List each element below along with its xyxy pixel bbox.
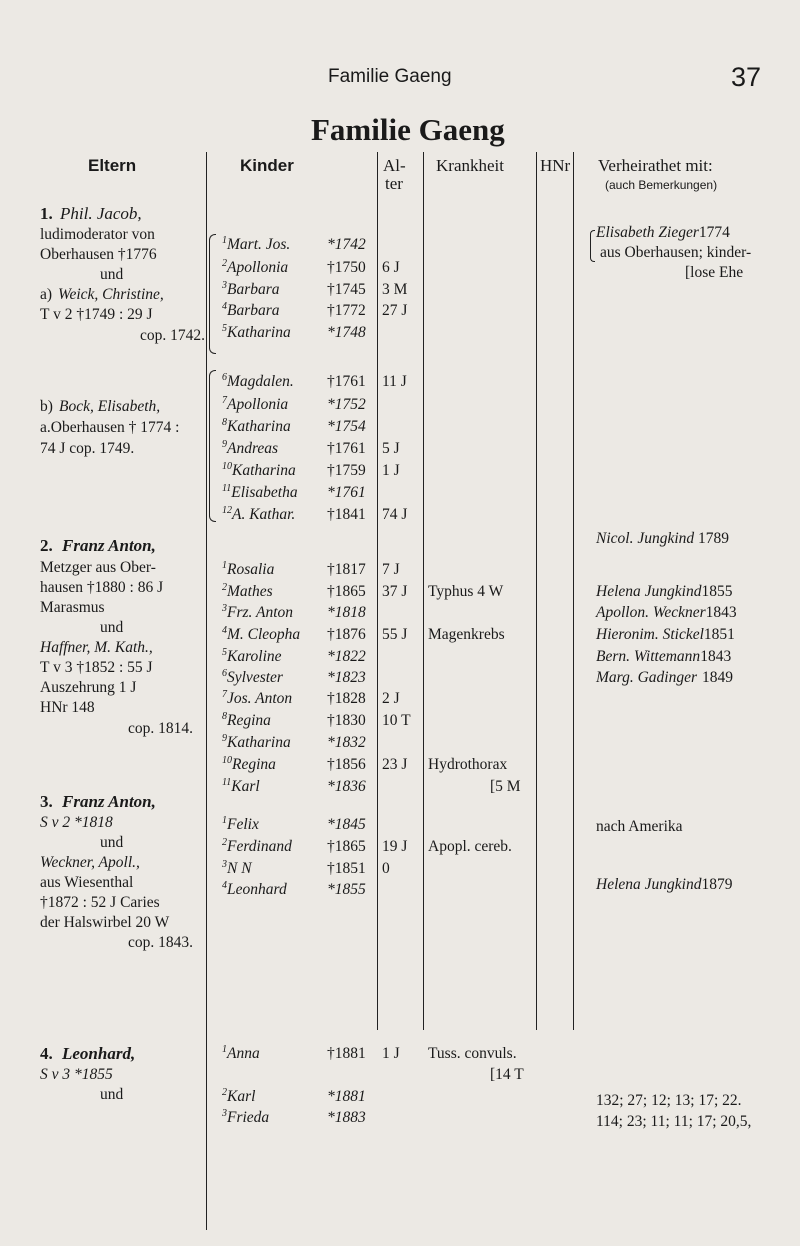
family-3-mother: Weckner, Apoll., <box>40 854 140 871</box>
header-alter-2: ter <box>385 174 403 193</box>
child-date: †1856 <box>327 756 366 773</box>
marriage-2-year: 1789 <box>698 530 730 547</box>
child-date: †1759 <box>327 462 366 479</box>
child-date: †1817 <box>327 561 366 578</box>
child-number: 1 <box>222 814 227 826</box>
child-age: 1 J <box>382 462 400 479</box>
child-date: *1836 <box>327 778 366 795</box>
child-name-text: Magdalen. <box>227 373 294 390</box>
child-name <box>222 396 288 414</box>
spouse-name: Marg. Gadinger <box>596 669 698 686</box>
family-1-und: und <box>100 266 124 283</box>
child-number: 9 <box>222 732 227 744</box>
child-name <box>222 418 291 436</box>
marriage-1-spouse: Elisabeth Zieger <box>596 224 699 241</box>
child-age: 10 T <box>382 712 411 729</box>
child-date: *1832 <box>327 734 366 751</box>
child-name <box>222 756 276 774</box>
child-name-text: Felix <box>227 816 259 833</box>
child-name-text: A. Kathar. <box>232 506 296 523</box>
child-age: 27 J <box>382 302 408 319</box>
header-eltern: Eltern <box>88 156 137 175</box>
child-age: 5 J <box>382 440 400 457</box>
child-name-text: Frieda <box>227 1109 270 1126</box>
rule-eltern-kinder <box>206 152 207 1230</box>
child-date: *1748 <box>327 324 366 341</box>
child-illness: [5 M <box>490 778 521 795</box>
marriage-4: nach Amerika <box>596 818 683 835</box>
marriage-1-note: [lose Ehe <box>685 264 744 281</box>
child-name <box>222 1109 269 1127</box>
header-kinder: Kinder <box>240 156 294 175</box>
marriage-2 <box>596 530 729 548</box>
child-name <box>222 462 296 480</box>
child-number: 2 <box>222 1086 227 1098</box>
child-number: 10 <box>222 460 232 472</box>
family-1-b-label: b) <box>40 398 53 415</box>
child-date: *1881 <box>327 1088 366 1105</box>
child-date: †1745 <box>327 281 366 298</box>
family-3-mother-origin: aus Wiesenthal <box>40 874 134 891</box>
family-3-mother-death: †1872 : 52 J Caries <box>40 894 160 911</box>
child-age: 23 J <box>382 756 408 773</box>
child-number: 7 <box>222 688 227 700</box>
family-3-und: und <box>100 834 124 851</box>
child-name-text: Barbara <box>227 281 280 298</box>
child-illness: [14 T <box>490 1066 524 1083</box>
family-1-mother-b: Bock, Elisabeth, <box>59 398 161 415</box>
child-name <box>222 669 283 687</box>
child-name-text: Karl <box>231 778 260 795</box>
child-name <box>222 734 291 752</box>
child-name-text: N N <box>227 860 252 877</box>
family-4-birth: S v 3 *1855 <box>40 1066 113 1083</box>
child-name <box>222 1088 255 1106</box>
child-name-text: Mart. Jos. <box>227 236 291 253</box>
child-name <box>222 712 271 730</box>
page-number: 37 <box>731 62 762 92</box>
child-age: 7 J <box>382 561 400 578</box>
spouse-name: Bern. Wittemann <box>596 648 701 665</box>
child-date: *1754 <box>327 418 366 435</box>
marriage-1-year: 1774 <box>698 224 730 241</box>
child-date: *1883 <box>327 1109 366 1126</box>
child-age: 1 J <box>382 1045 400 1062</box>
child-name-text: Regina <box>232 756 276 773</box>
child-name <box>222 860 252 878</box>
marriage-2-child <box>596 583 732 601</box>
child-name <box>222 838 292 856</box>
child-number: 4 <box>222 624 227 636</box>
marriage-year: 1843 <box>700 648 732 665</box>
family-2-mother-cause: Auszehrung 1 J <box>40 679 137 696</box>
marriage-1-brace-text <box>596 224 730 242</box>
child-name-text: Andreas <box>227 440 279 457</box>
child-name-text: Katharina <box>232 462 296 479</box>
marriage-year: 1855 <box>701 583 733 600</box>
child-name-text: Karoline <box>227 648 282 665</box>
child-name <box>222 881 287 899</box>
child-name <box>222 302 280 320</box>
child-name-text: Leonhard <box>227 881 287 898</box>
page-title: Familie Gaeng <box>311 112 505 147</box>
child-name <box>222 440 278 458</box>
family-4-father: Leonhard, <box>62 1044 136 1063</box>
child-date: †1865 <box>327 583 366 600</box>
child-number: 2 <box>222 836 227 848</box>
child-age: 19 J <box>382 838 408 855</box>
child-date: †1750 <box>327 259 366 276</box>
marriage-1-origin: aus Oberhausen; kinder- <box>600 244 752 261</box>
marriage-2-spouse: Nicol. Jungkind <box>596 530 695 547</box>
family-1-mother-a: Weick, Christine, <box>58 286 164 303</box>
family-2-hnr: HNr 148 <box>40 699 95 716</box>
header-krankheit: Krankheit <box>436 156 504 175</box>
child-illness: Hydrothorax <box>428 756 508 773</box>
child-number: 1 <box>222 1043 227 1055</box>
family-3-mother-cause: der Halswirbel 20 W <box>40 914 170 931</box>
child-name <box>222 583 273 601</box>
family-2-father: Franz Anton, <box>62 536 156 555</box>
child-name-text: Regina <box>227 712 271 729</box>
family-2-occupation: Metzger aus Ober- <box>40 559 156 576</box>
marriage-2-child <box>596 604 737 622</box>
marriage-year: 1851 <box>703 626 735 643</box>
rule-kinder-alter <box>377 152 378 1030</box>
child-number: 3 <box>222 858 227 870</box>
child-name-text: Katharina <box>227 324 291 341</box>
child-age: 2 J <box>382 690 400 707</box>
child-age: 0 <box>382 860 390 877</box>
child-age: 3 M <box>382 281 408 298</box>
child-illness: Magenkrebs <box>428 626 505 643</box>
marriage-year: 1849 <box>702 669 734 686</box>
child-number: 5 <box>222 646 227 658</box>
child-date: †1841 <box>327 506 366 523</box>
child-number: 3 <box>222 1107 227 1119</box>
child-date: †1772 <box>327 302 366 319</box>
rule-hnr-verh <box>573 152 574 1030</box>
marriage-5-year: 1879 <box>701 876 733 893</box>
child-number: 5 <box>222 322 227 334</box>
family-1-occupation: ludimoderator von <box>40 226 155 243</box>
child-illness: Tuss. convuls. <box>428 1045 517 1062</box>
child-illness: Typhus 4 W <box>428 583 504 600</box>
child-date: *1845 <box>327 816 366 833</box>
child-name-text: Sylvester <box>227 669 283 686</box>
child-name-text: Anna <box>227 1045 260 1062</box>
family-1-mother-a-death: T v 2 †1749 : 29 J <box>40 306 153 323</box>
child-number: 4 <box>222 300 227 312</box>
child-number: 8 <box>222 710 227 722</box>
child-date: †1881 <box>327 1045 366 1062</box>
marriage-1-bracket <box>590 230 595 262</box>
child-number: 6 <box>222 371 227 383</box>
child-date: *1761 <box>327 484 366 501</box>
child-date: †1865 <box>327 838 366 855</box>
child-age: 11 J <box>382 373 407 390</box>
rule-alter-krank <box>423 152 424 1030</box>
marriage-5 <box>596 876 732 894</box>
child-name-text: Elisabetha <box>231 484 298 501</box>
child-number: 8 <box>222 416 227 428</box>
child-date: *1742 <box>327 236 366 253</box>
child-number: 1 <box>222 559 227 571</box>
marriage-2-child <box>596 626 735 644</box>
child-date: *1855 <box>327 881 366 898</box>
rule-krank-hnr <box>536 152 537 1030</box>
child-name <box>222 236 290 254</box>
family-2-number: 2. <box>40 536 53 555</box>
child-number: 11 <box>222 776 232 788</box>
child-name-text: Apollonia <box>227 396 289 413</box>
family-4-und: und <box>100 1086 124 1103</box>
child-number: 7 <box>222 394 227 406</box>
family-1-number: 1. <box>40 204 53 223</box>
marriage-2-child <box>596 648 731 666</box>
spouse-name: Hieronim. Stickel <box>596 626 704 643</box>
family-2-mother: Haffner, M. Kath., <box>40 639 153 656</box>
brace-family-1a <box>209 234 216 354</box>
child-name-text: Karl <box>227 1088 256 1105</box>
child-name <box>222 690 292 708</box>
child-name-text: Barbara <box>227 302 280 319</box>
child-name-text: Rosalia <box>227 561 275 578</box>
child-name <box>222 324 291 342</box>
child-date: †1876 <box>327 626 366 643</box>
child-date: *1822 <box>327 648 366 665</box>
family-2-cause: Marasmus <box>40 599 105 616</box>
child-date: *1823 <box>327 669 366 686</box>
child-name <box>222 281 280 299</box>
child-age: 55 J <box>382 626 408 643</box>
child-date: †1828 <box>327 690 366 707</box>
child-date: *1752 <box>327 396 366 413</box>
child-name-text: Frz. Anton <box>227 604 294 621</box>
child-name-text: Ferdinand <box>227 838 292 855</box>
child-number: 2 <box>222 257 227 269</box>
spouse-name: Helena Jungkind <box>596 583 702 600</box>
child-name-text: M. Cleopha <box>227 626 301 643</box>
family-3-birth: S v 2 *1818 <box>40 814 113 831</box>
child-number: 3 <box>222 279 227 291</box>
child-name-text: Jos. Anton <box>227 690 293 707</box>
child-name <box>222 648 282 666</box>
child-date: †1761 <box>327 440 366 457</box>
child-date: †1851 <box>327 860 366 877</box>
child-number: 10 <box>222 754 232 766</box>
marriage-year: 1843 <box>705 604 737 621</box>
family-1-father: Phil. Jacob, <box>60 204 142 223</box>
child-name-text: Katharina <box>227 734 291 751</box>
header-verheiratet: Verheirathet mit: <box>598 156 713 175</box>
child-name-text: Mathes <box>227 583 273 600</box>
child-number: 3 <box>222 602 227 614</box>
notes-line-2: 114; 23; 11; 11; 17; 20,5, <box>596 1113 752 1130</box>
brace-family-1b <box>209 370 216 522</box>
family-1-origin: Oberhausen †1776 <box>40 246 157 263</box>
header-verheiratet-note: (auch Bemerkungen) <box>605 178 718 192</box>
child-name <box>222 816 259 834</box>
family-4-number: 4. <box>40 1044 53 1063</box>
child-name <box>222 373 294 391</box>
family-3-father: Franz Anton, <box>62 792 156 811</box>
child-name <box>222 506 295 524</box>
marriage-2-child <box>596 669 733 687</box>
child-date: *1818 <box>327 604 366 621</box>
family-2-death: hausen †1880 : 86 J <box>40 579 164 596</box>
child-age: 6 J <box>382 259 400 276</box>
running-head: Familie Gaeng <box>328 66 452 87</box>
child-illness: Apopl. cereb. <box>428 838 512 855</box>
family-3-cop: cop. 1843. <box>128 934 194 951</box>
notes-line-1: 132; 27; 12; 13; 17; 22. <box>596 1092 742 1109</box>
child-number: 2 <box>222 581 227 593</box>
spouse-name: Apollon. Weckner <box>596 604 706 621</box>
child-name <box>222 604 293 622</box>
family-1-a-label: a) <box>40 286 53 303</box>
child-name-text: Katharina <box>227 418 291 435</box>
child-age: 74 J <box>382 506 408 523</box>
child-name <box>222 1045 260 1063</box>
child-number: 4 <box>222 879 227 891</box>
family-1-cop-b: 74 J cop. 1749. <box>40 440 135 457</box>
family-2-cop: cop. 1814. <box>128 720 194 737</box>
marriage-5-spouse: Helena Jungkind <box>596 876 702 893</box>
family-1-mother-b-origin: a.Oberhausen † 1774 : <box>40 419 180 436</box>
child-age: 37 J <box>382 583 408 600</box>
child-number: 12 <box>222 504 232 516</box>
child-name <box>222 259 288 277</box>
child-number: 11 <box>222 482 232 494</box>
child-name <box>222 484 298 502</box>
child-name <box>222 561 274 579</box>
family-2-und: und <box>100 619 124 636</box>
child-name-text: Apollonia <box>227 259 289 276</box>
family-2-mother-death: T v 3 †1852 : 55 J <box>40 659 153 676</box>
header-hnr: HNr <box>540 156 571 175</box>
child-name <box>222 778 260 796</box>
child-date: †1830 <box>327 712 366 729</box>
child-name <box>222 626 300 644</box>
child-number: 9 <box>222 438 227 450</box>
child-number: 1 <box>222 234 227 246</box>
child-date: †1761 <box>327 373 366 390</box>
child-number: 6 <box>222 667 227 679</box>
header-alter-1: Al- <box>383 156 406 175</box>
family-3-number: 3. <box>40 792 53 811</box>
family-1-cop-a: cop. 1742. <box>140 327 206 344</box>
